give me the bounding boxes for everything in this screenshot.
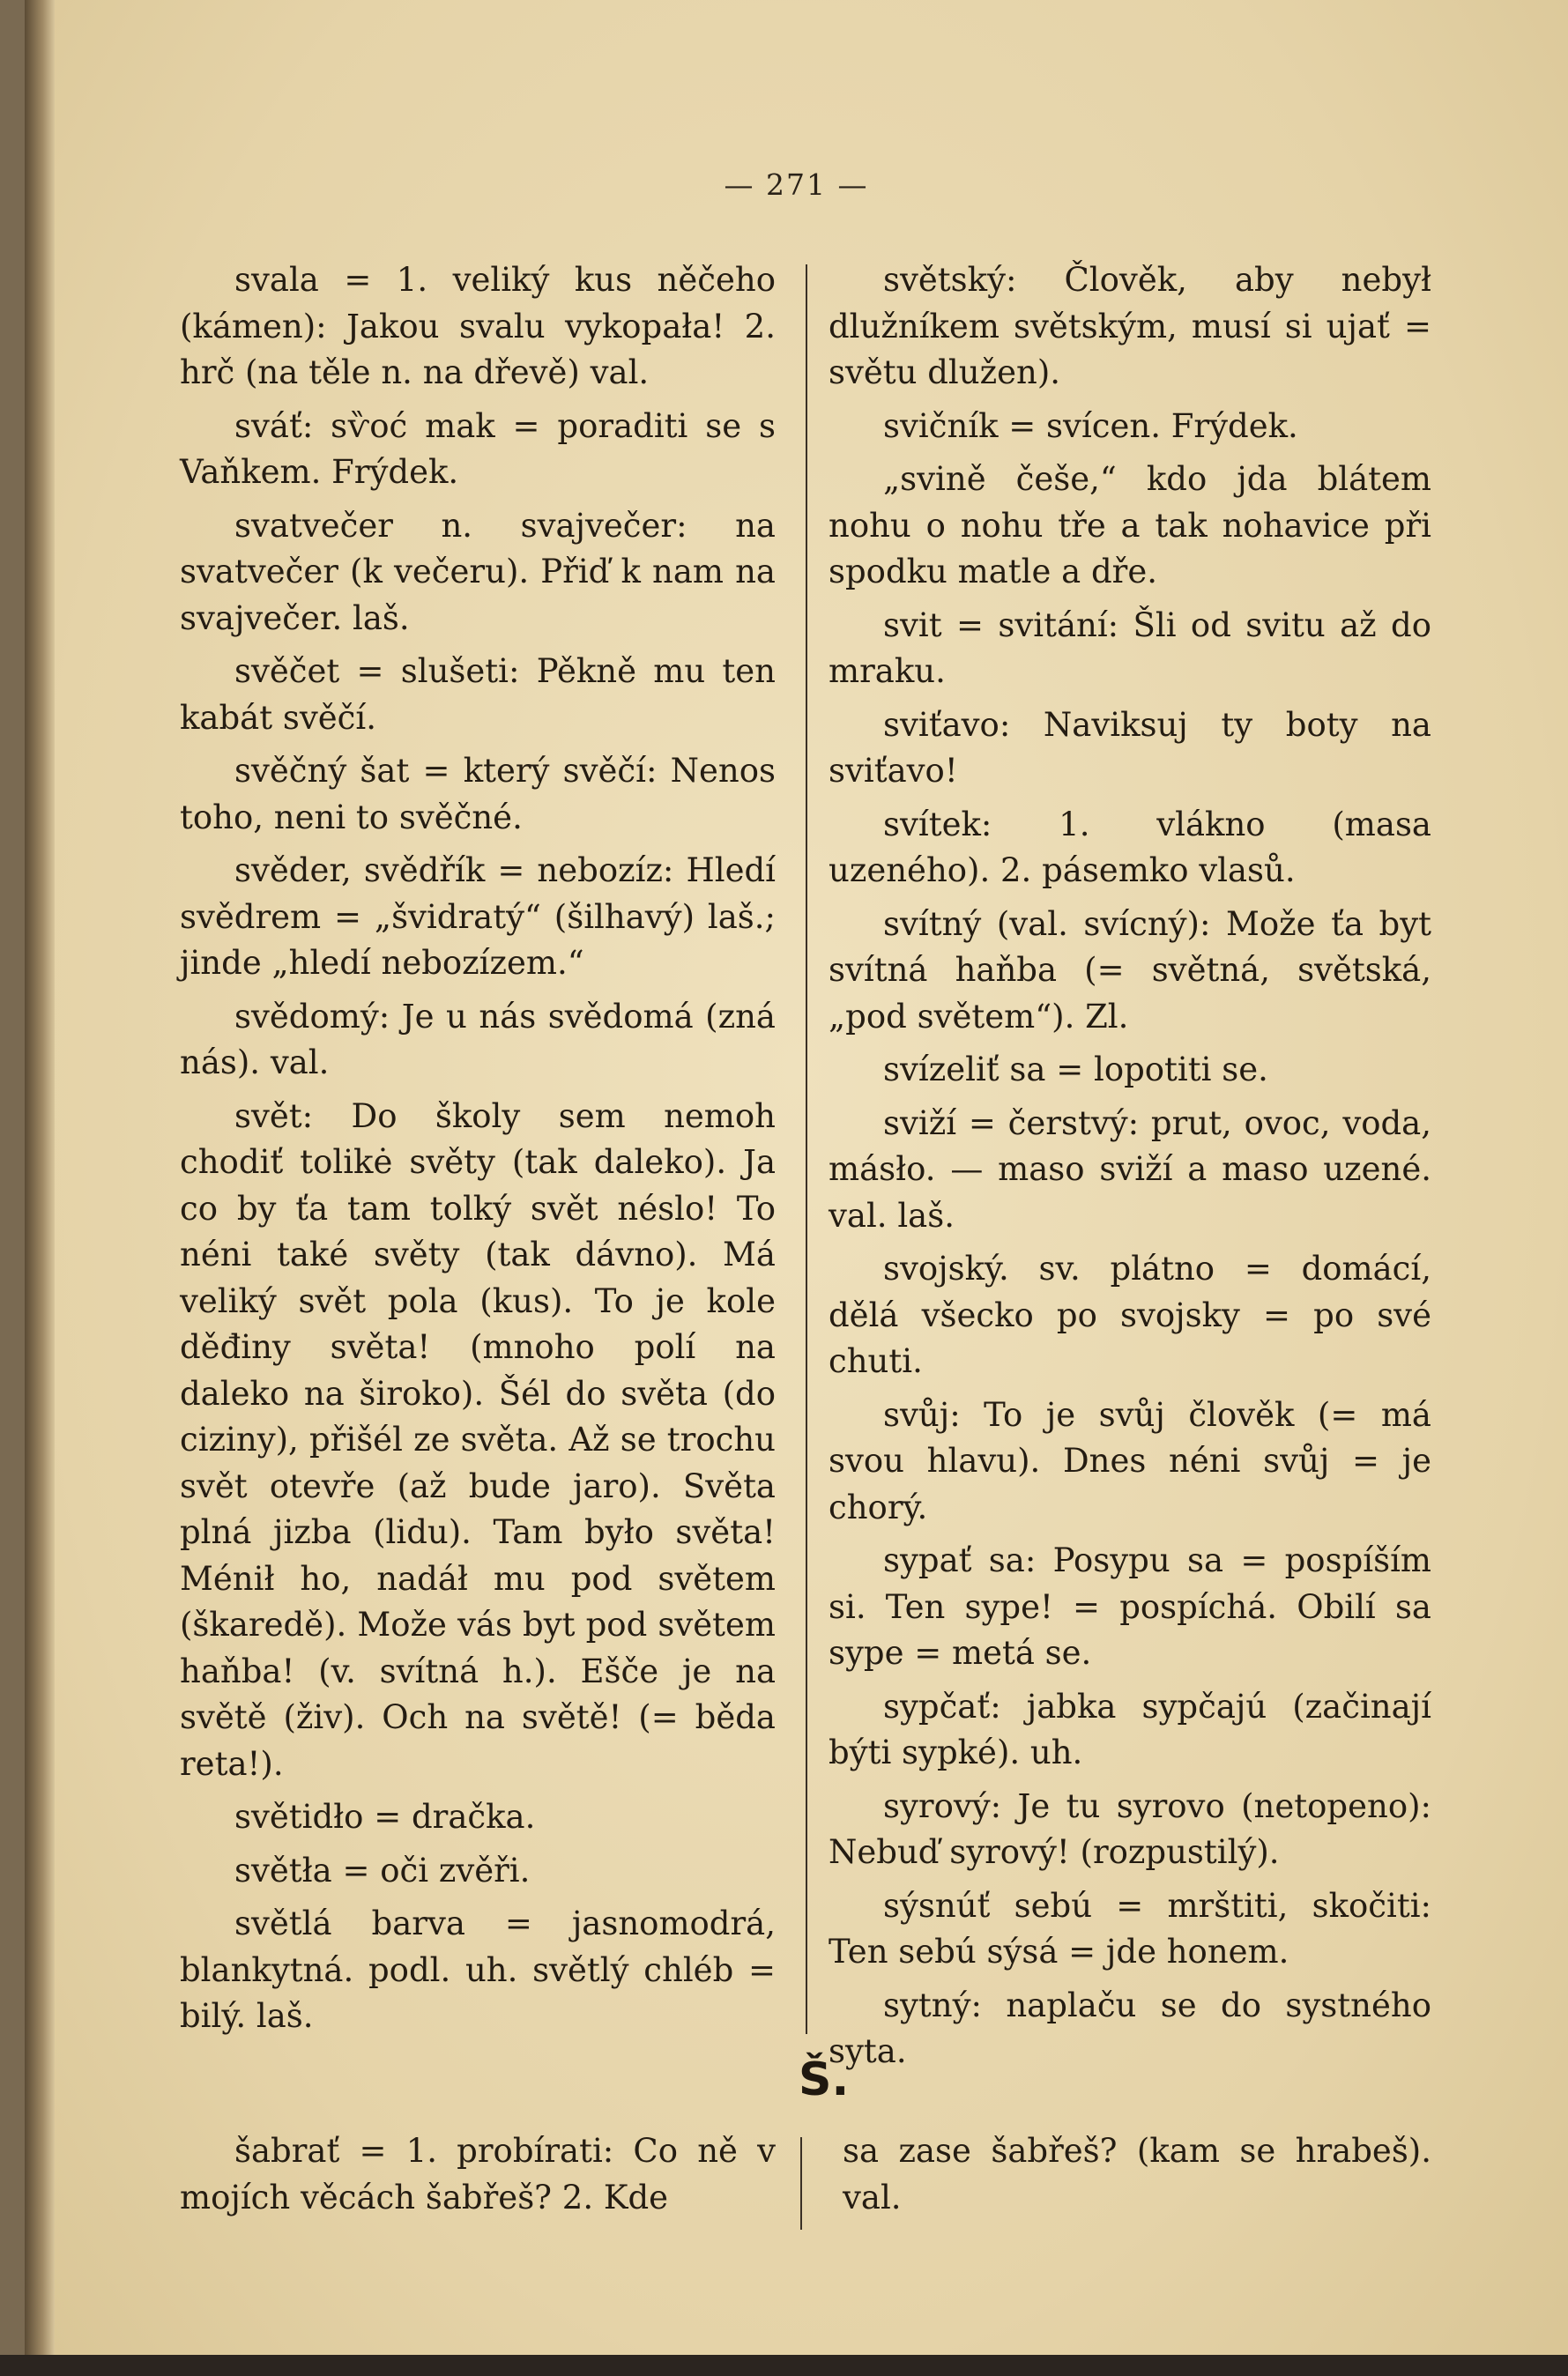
entry-svitavo: sviťavo: Naviksuj ty boty na sviťavo! [829, 705, 1431, 790]
right-column [829, 257, 1431, 2083]
page-number: — 271 — [724, 167, 869, 202]
entry-svatvecer: svatvečer n. svajvečer: na svatvečer (k večeru). Přiď k nam na svajvečer. laš. [180, 506, 776, 637]
book-page [25, 0, 1568, 2376]
entry-svitek: svítek: 1. vlákno (masa uzeného). 2. pásemko vlasů. [829, 805, 1431, 889]
entry-svecny: svěčný šat = který svěčí: Nenos toho, neni to svěčné. [180, 752, 776, 836]
entry-svetidlo: světidło = dračka. [234, 1798, 536, 1836]
entry-svecet: svěčet = slušeti: Pěkně mu ten kabát svěčí. [180, 652, 776, 737]
entry-sabrat: šabrať = 1. probírati: Co ně v mojích věcách šabřeš? 2. Kde [180, 2132, 776, 2216]
entry-syrovy: syrový: Je tu syrovo (netopeno): Nebuď syrový! (rozpustilý). [829, 1786, 1431, 1871]
entry-svetla-barva: světlá barva = jasnomodrá, blankytná. podl. uh. světlý chléb = bilý. laš. [180, 1905, 776, 2035]
entry-sveder: svěder, svědřík = nebozíz: Hledí svědrem = „švidratý“ (šilhavý) laš.; jinde „hledí nebozízem.“ [180, 851, 776, 982]
entry-svicnik: svičník = svícen. Frýdek. [883, 406, 1298, 445]
entry-svojsky: svojský. sv. plátno = domácí, dělá všecko po svojsky = po své chuti. [829, 1250, 1431, 1380]
left-column [180, 257, 776, 2047]
entry-svet: svět: Do školy sem nemoh chodiť tolikė světy (tak daleko). Ja co by ťa tam tolký svět néslo! To néni také světy (tak dávno). Má veliký svět pola (kus). To je kole děđiny světa! (mnoho polí na daleko na široko). Šél do světa (do ciziny), přišél ze světa. Až se trochu svět otevře (až bude jaro). Světa plná jizba (lidu). Tam było světa! Ménił ho, nadáł mu pod světem (škaredě). Može vás byt pod světem haňba! (v. svítná h.). Ešče je na světě (živ). Och na světě! (= běda reta!). [180, 1096, 776, 1783]
entry-svedomy: svědomý: Je u nás svědomá (zná nás). val. [180, 997, 776, 1081]
entry-sypat: sypať sa: Posypu sa = pospíším si. Ten sype! = pospíchá. Obilí sa sype = metá se. [829, 1541, 1431, 1672]
entry-sypcat: sypčať: jabka sypčajú (začinají býti sypké). uh. [829, 1687, 1431, 1771]
entry-svala: svala = 1. veliký kus něčeho (kámen): Jakou svalu vykopała! 2. hrč (na těle n. na dřevě) val. [180, 261, 776, 391]
entry-svizelit: svízeliť sa = lopotiti se. [883, 1051, 1268, 1088]
section-heading: Š. [799, 2053, 850, 2106]
entry-sabrat-cont: sa zase šabřeš? (kam se hrabeš). val. [843, 2132, 1431, 2216]
entry-svizi: sviží = čerstvý: prut, ovoc, voda, másło. — maso sviží a maso uzené. val. laš. [829, 1103, 1431, 1235]
entry-svit: svit = svitání: Šli od svitu až do mraku. [829, 605, 1431, 690]
left-column-bottom [180, 2128, 776, 2228]
entry-sysnut: sýsnúť sebú = mrštiti, skočiti: Ten sebú sýsá = jde honem. [829, 1886, 1431, 1971]
right-column-bottom [843, 2128, 1431, 2228]
entry-svetsky: světský: Člověk, aby nebył dlužníkem světským, musí si ujať = světu dlužen). [829, 261, 1431, 391]
entry-svat: sváť: sѷoć mak = poraditi se s Vaňkem. Frýdek. [180, 406, 776, 491]
entry-svine-cese: „svině češe,“ kdo jda blátem nohu o nohu tře a tak nohavice při spodku matle a dře. [829, 460, 1431, 590]
entry-svitny: svítný (val. svícný): Može ťa byt svítná haňba (= světná, světská, „pod světem“). Zl. [829, 904, 1431, 1036]
column-divider-top [806, 264, 807, 2034]
entry-sytny: sytný: naplaču se do systného syta. [829, 1986, 1431, 2070]
book-spine [25, 0, 55, 2376]
column-divider-bottom [800, 2137, 802, 2230]
entry-svetla: světła = oči zvěři. [234, 1851, 531, 1890]
entry-svuj: svůj: To je svůj člověk (= má svou hlavu). Dnes néni svůj = je chorý. [829, 1395, 1431, 1526]
page-bottom-edge [0, 2355, 1568, 2376]
